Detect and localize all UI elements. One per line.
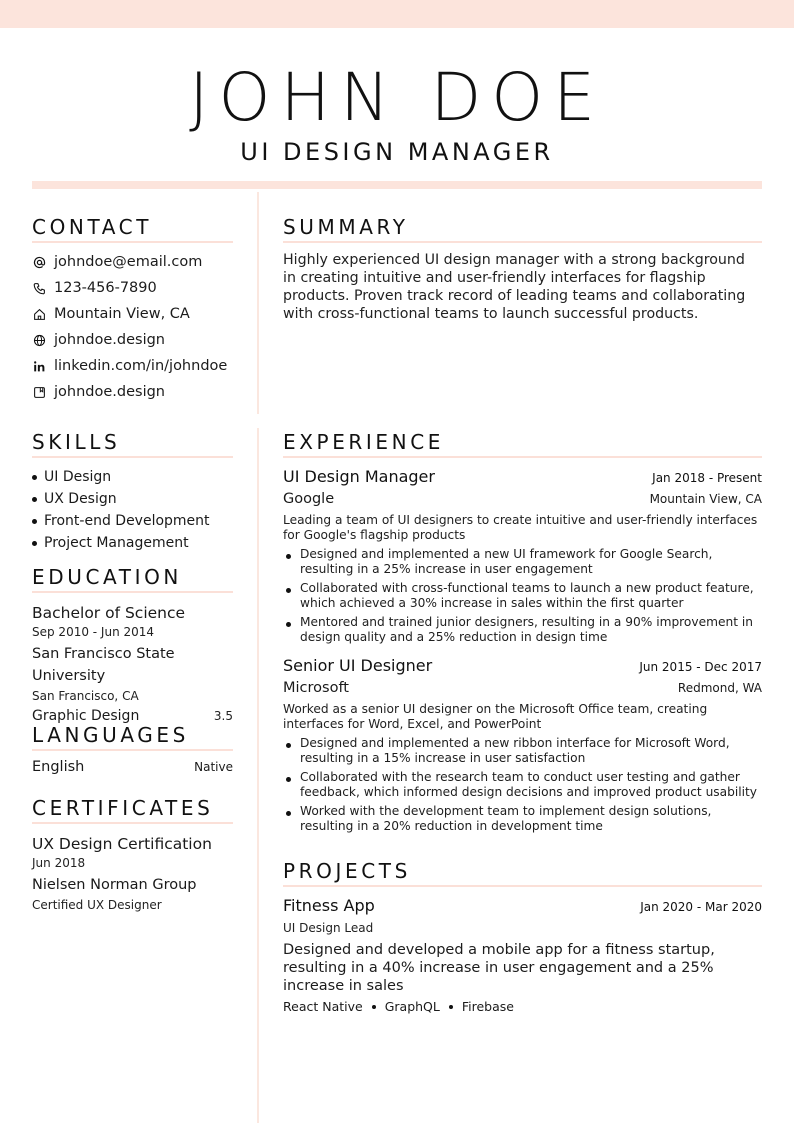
skill-label: UX Design xyxy=(44,491,117,507)
phone-icon xyxy=(32,281,46,295)
bullet-icon xyxy=(32,541,37,546)
contact-heading: CONTACT xyxy=(32,215,233,243)
job-dates: Jun 2015 - Dec 2017 xyxy=(639,660,762,674)
contact-website[interactable] xyxy=(32,327,233,353)
certificate-issuer: Nielsen Norman Group xyxy=(32,877,197,893)
experience-section xyxy=(283,430,762,838)
skills-heading: SKILLS xyxy=(32,430,233,458)
contact-section xyxy=(32,215,233,405)
contact-list xyxy=(32,249,233,405)
job-company-row xyxy=(283,677,762,699)
skills-list xyxy=(32,466,233,554)
projects-heading: PROJECTS xyxy=(283,859,762,887)
portfolio-icon xyxy=(32,385,46,399)
job-description: Worked as a senior UI designer on the Microsoft Office team, creating interfaces for Word, Excel, and PowerPoint xyxy=(283,702,708,731)
job-title-row xyxy=(283,466,762,488)
job-company: Google xyxy=(283,491,335,507)
top-accent-band xyxy=(0,0,794,28)
job-bullets xyxy=(283,736,762,834)
contact-email[interactable] xyxy=(32,249,233,275)
experience-heading: EXPERIENCE xyxy=(283,430,762,458)
job-title-row xyxy=(283,655,762,677)
list-item: Collaborated with the research team to conduct user testing and gather feedback, which informed design decisions and improved product usability xyxy=(283,770,762,800)
education-major: Graphic Design xyxy=(32,708,140,724)
language-row xyxy=(32,759,233,775)
project-tag: React Native xyxy=(283,999,363,1014)
list-item: Mentored and trained junior designers, resulting in a 90% improvement in design quality and a 25% reduction in design time xyxy=(283,615,762,645)
candidate-title: UI DESIGN MANAGER xyxy=(240,138,554,166)
contact-phone-text: 123-456-7890 xyxy=(54,280,157,296)
globe-icon xyxy=(32,333,46,347)
project-tag: Firebase xyxy=(461,999,514,1014)
project-title-row xyxy=(283,895,762,917)
summary-section xyxy=(283,215,762,323)
certificates-heading: CERTIFICATES xyxy=(32,796,233,824)
certificate-date: Jun 2018 xyxy=(32,856,86,870)
education-degree: Bachelor of Science xyxy=(32,604,186,622)
project-entry xyxy=(283,895,762,1014)
project-description: Designed and developed a mobile app for a fitness startup, resulting in a 40% increase in user engagement and a 25% increase in sales xyxy=(283,942,715,994)
candidate-name: JOHN DOE xyxy=(189,59,605,136)
at-icon xyxy=(32,255,46,269)
contact-linkedin-text: linkedin.com/in/johndoe xyxy=(54,358,228,374)
education-school: San Francisco State University xyxy=(32,646,175,684)
job-description: Leading a team of UI designers to create intuitive and user-friendly interfaces for Google's flagship products xyxy=(283,513,758,542)
languages-section xyxy=(32,723,233,775)
list-item: Designed and implemented a new UI framework for Google Search, resulting in a 25% increase in user engagement xyxy=(283,547,762,577)
project-dates: Jan 2020 - Mar 2020 xyxy=(640,900,762,914)
language-level: Native xyxy=(194,760,233,774)
summary-text: Highly experienced UI design manager with a strong background in creating intuitive and user-friendly interfaces for flagship products. Proven track record of leading teams and collaborating with cross-functional teams to launch successful products. xyxy=(283,252,746,322)
separator-dot-icon xyxy=(372,1005,376,1009)
job-title: UI Design Manager xyxy=(283,467,435,486)
job-dates: Jan 2018 - Present xyxy=(652,471,762,485)
contact-email-text: johndoe@email.com xyxy=(54,254,203,270)
language-name: English xyxy=(32,759,85,775)
project-role: UI Design Lead xyxy=(283,921,374,935)
list-item xyxy=(32,488,233,510)
skill-label: Front-end Development xyxy=(44,513,210,529)
list-item xyxy=(32,466,233,488)
list-item: Collaborated with cross-functional teams to launch a new product feature, which achieved a 30% increase in sales within the first quarter xyxy=(283,581,762,611)
contact-phone[interactable] xyxy=(32,275,233,301)
skill-label: UI Design xyxy=(44,469,112,485)
job-bullets xyxy=(283,547,762,645)
languages-heading: LANGUAGES xyxy=(32,723,233,751)
education-section xyxy=(32,565,233,727)
bullet-icon xyxy=(32,497,37,502)
job-entry xyxy=(283,655,762,834)
education-gpa: 3.5 xyxy=(213,709,233,723)
job-company: Microsoft xyxy=(283,680,349,696)
project-tags xyxy=(283,999,762,1014)
contact-portfolio-text: johndoe.design xyxy=(54,384,165,400)
list-item: Worked with the development team to implement design solutions, resulting in a 20% reduction in development time xyxy=(283,804,762,834)
bullet-icon xyxy=(32,475,37,480)
job-location: Redmond, WA xyxy=(677,681,762,695)
list-item xyxy=(32,510,233,532)
project-tag: GraphQL xyxy=(384,999,440,1014)
separator-dot-icon xyxy=(449,1005,453,1009)
education-dates: Sep 2010 - Jun 2014 xyxy=(32,625,155,639)
job-title: Senior UI Designer xyxy=(283,656,433,675)
certificate-credential: Certified UX Designer xyxy=(32,898,162,912)
job-company-row xyxy=(283,488,762,510)
contact-portfolio[interactable] xyxy=(32,379,233,405)
column-divider-top xyxy=(257,192,259,414)
home-icon xyxy=(32,307,46,321)
project-name: Fitness App xyxy=(283,896,375,915)
contact-linkedin[interactable] xyxy=(32,353,233,379)
skills-section xyxy=(32,430,233,554)
job-location: Mountain View, CA xyxy=(649,492,762,506)
list-item: Designed and implemented a new ribbon interface for Microsoft Word, resulting in a 15% increase in user satisfaction xyxy=(283,736,762,766)
contact-website-text: johndoe.design xyxy=(54,332,165,348)
certificates-section xyxy=(32,796,233,914)
summary-heading: SUMMARY xyxy=(283,215,762,243)
job-entry xyxy=(283,466,762,645)
projects-section xyxy=(283,859,762,1014)
list-item xyxy=(32,532,233,554)
education-location: San Francisco, CA xyxy=(32,689,139,703)
contact-location xyxy=(32,301,233,327)
education-heading: EDUCATION xyxy=(32,565,233,593)
header-divider xyxy=(32,181,762,189)
contact-location-text: Mountain View, CA xyxy=(54,306,190,322)
linkedin-icon xyxy=(32,359,46,373)
column-divider-bottom xyxy=(257,428,259,1123)
skill-label: Project Management xyxy=(44,535,189,551)
bullet-icon xyxy=(32,519,37,524)
certificate-name: UX Design Certification xyxy=(32,835,212,853)
